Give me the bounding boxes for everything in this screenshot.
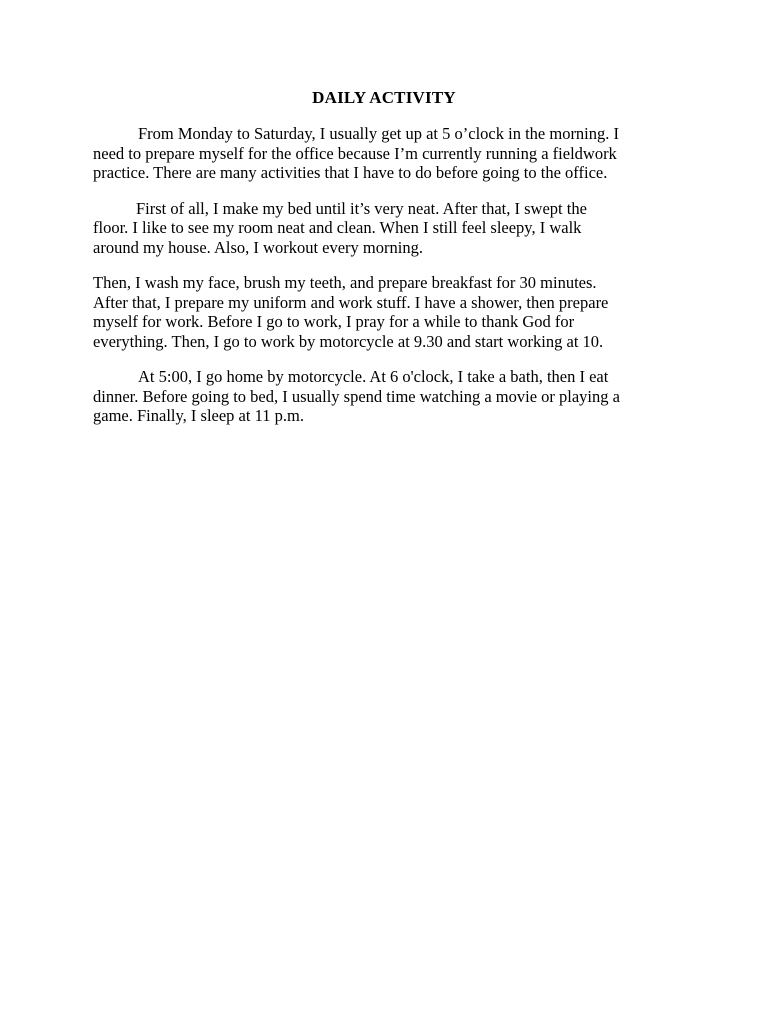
paragraph-3-line-4: everything. Then, I go to work by motorcycle at 9.30 and start working at 10. bbox=[93, 331, 604, 351]
paragraph-4-line-3: game. Finally, I sleep at 11 p.m. bbox=[93, 406, 304, 425]
paragraph-4-line-1 bbox=[93, 367, 683, 387]
paragraph-1-line-3: practice. There are many activities that I have to do before going to the office. bbox=[93, 163, 608, 182]
paragraph-3-line-3: myself for work. Before I go to work, I pray for a while to thank God for bbox=[93, 312, 575, 331]
line-text: First of all, I make my bed until it’s very neat. After that, I swept the bbox=[136, 198, 587, 218]
paragraph-3 bbox=[93, 273, 683, 351]
line-text: At 5:00, I go home by motorcycle. At 6 o'clock, I take a bath, then I eat bbox=[138, 367, 609, 386]
document-body bbox=[93, 124, 683, 442]
paragraph-1-line-2: need to prepare myself for the office because I’m currently running a fieldwork bbox=[93, 143, 617, 163]
paragraph-4 bbox=[93, 367, 683, 426]
paragraph-2 bbox=[93, 199, 683, 258]
paragraph-4-line-2: dinner. Before going to bed, I usually spend time watching a movie or playing a bbox=[93, 386, 620, 406]
paragraph-3-line-1: Then, I wash my face, brush my teeth, and prepare breakfast for 30 minutes. bbox=[93, 273, 597, 292]
paragraph-1 bbox=[93, 124, 683, 183]
paragraph-2-line-1 bbox=[93, 199, 683, 219]
paragraph-2-line-3: around my house. Also, I workout every morning. bbox=[93, 237, 423, 257]
paragraph-1-line-1 bbox=[93, 124, 683, 144]
paragraph-2-line-2: floor. I like to see my room neat and clean. When I still feel sleepy, I walk bbox=[93, 218, 582, 237]
document-title: DAILY ACTIVITY bbox=[312, 88, 456, 107]
paragraph-3-line-2: After that, I prepare my uniform and work stuff. I have a shower, then prepare bbox=[93, 292, 609, 312]
line-text: From Monday to Saturday, I usually get up at 5 o’clock in the morning. I bbox=[138, 124, 620, 143]
